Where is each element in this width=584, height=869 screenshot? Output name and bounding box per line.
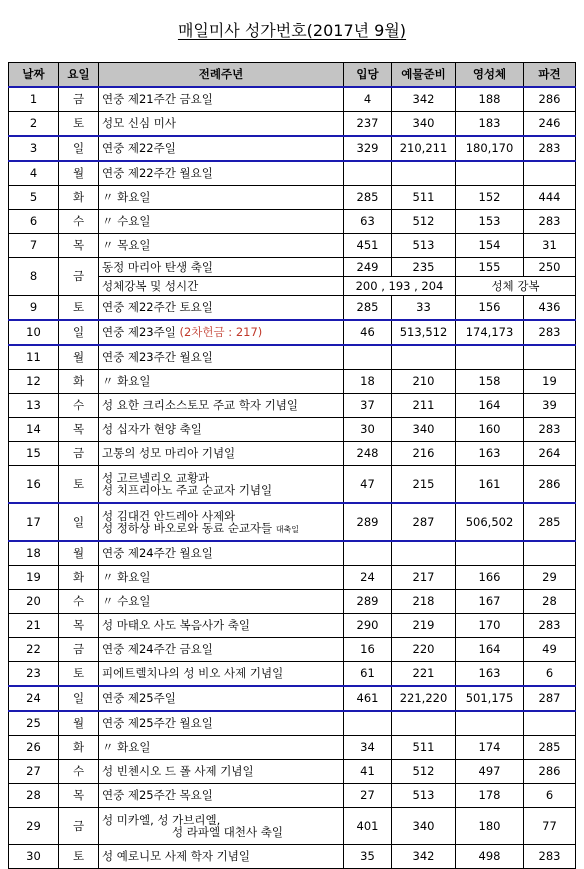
dismissal-cell xyxy=(524,711,576,736)
feast-suffix: 대축일 xyxy=(275,524,299,534)
date-cell: 20 xyxy=(9,590,59,614)
entrance-cell: 24 xyxy=(344,566,392,590)
table-row xyxy=(9,662,576,687)
day-cell: 월 xyxy=(59,345,99,370)
day-cell: 금 xyxy=(59,87,99,112)
header-feast: 전례주년 xyxy=(99,63,344,88)
table-row xyxy=(9,736,576,760)
communion-cell: 166 xyxy=(456,566,524,590)
offertory-cell xyxy=(392,711,456,736)
dismissal-cell: 283 xyxy=(524,320,576,345)
feast-text: 〃 화요일 xyxy=(102,740,151,755)
feast-text: 성 빈첸시오 드 폴 사제 기념일 xyxy=(102,764,254,779)
day-cell: 수 xyxy=(59,590,99,614)
feast-text: 연중 제24주간 금요일 xyxy=(102,642,213,657)
table-row xyxy=(9,686,576,711)
offertory-cell: 340 xyxy=(392,808,456,845)
feast-text: 〃 수요일 xyxy=(102,594,151,609)
table-row xyxy=(9,760,576,784)
date-cell: 11 xyxy=(9,345,59,370)
table-row xyxy=(9,614,576,638)
feast-cell xyxy=(99,210,344,234)
date-cell: 29 xyxy=(9,808,59,845)
feast-text: 고통의 성모 마리아 기념일 xyxy=(102,446,236,461)
entrance-cell xyxy=(344,161,392,186)
feast-cell xyxy=(99,370,344,394)
feast-text: 성모 신심 미사 xyxy=(102,116,176,131)
feast-cell: 동정 마리아 탄생 축일 xyxy=(99,258,344,277)
feast-line xyxy=(102,522,340,534)
communion-cell: 164 xyxy=(456,394,524,418)
entrance-cell: 401 xyxy=(344,808,392,845)
dismissal-cell: 285 xyxy=(524,503,576,541)
table-row xyxy=(9,418,576,442)
day-cell: 토 xyxy=(59,112,99,137)
feast-cell xyxy=(99,466,344,504)
feast-line: 성 김대건 안드레아 사제와 xyxy=(102,508,236,523)
feast-cell xyxy=(99,186,344,210)
date-cell: 26 xyxy=(9,736,59,760)
communion-cell: 153 xyxy=(456,210,524,234)
offertory-cell: 33 xyxy=(392,296,456,321)
entrance-cell: 37 xyxy=(344,394,392,418)
offertory-cell xyxy=(392,541,456,566)
entrance-cell: 451 xyxy=(344,234,392,258)
feast-cell xyxy=(99,345,344,370)
offertory-cell xyxy=(392,345,456,370)
feast-text: 연중 제22주간 월요일 xyxy=(102,166,213,181)
feast-cell xyxy=(99,845,344,869)
date-cell: 15 xyxy=(9,442,59,466)
communion-cell: 178 xyxy=(456,784,524,808)
dismissal-cell: 246 xyxy=(524,112,576,137)
offertory-cell: 216 xyxy=(392,442,456,466)
communion-cell: 158 xyxy=(456,370,524,394)
feast-cell xyxy=(99,760,344,784)
date-cell: 2 xyxy=(9,112,59,137)
entrance-cell: 4 xyxy=(344,87,392,112)
entrance-cell: 248 xyxy=(344,442,392,466)
header-offertory: 예물준비 xyxy=(392,63,456,88)
feast-cell xyxy=(99,87,344,112)
feast-text: 연중 제21주간 금요일 xyxy=(102,92,213,107)
offertory-cell: 512 xyxy=(392,760,456,784)
table-row xyxy=(9,320,576,345)
day-cell: 토 xyxy=(59,662,99,687)
communion-cell: 174 xyxy=(456,736,524,760)
table-row xyxy=(9,87,576,112)
table-row xyxy=(9,442,576,466)
dismissal-cell: 283 xyxy=(524,418,576,442)
table-row xyxy=(9,210,576,234)
feast-cell xyxy=(99,320,344,345)
offertory-cell: 221,220 xyxy=(392,686,456,711)
day-cell: 목 xyxy=(59,234,99,258)
entrance-cell: 290 xyxy=(344,614,392,638)
offertory-cell: 210,211 xyxy=(392,136,456,161)
offertory-cell: 215 xyxy=(392,466,456,504)
feast-cell xyxy=(99,442,344,466)
offertory-cell: 211 xyxy=(392,394,456,418)
day-cell: 목 xyxy=(59,784,99,808)
feast-cell xyxy=(99,296,344,321)
dismissal-cell xyxy=(524,161,576,186)
table-row xyxy=(9,345,576,370)
day-cell: 수 xyxy=(59,394,99,418)
feast-text: 연중 제23주간 월요일 xyxy=(102,350,213,365)
table-row xyxy=(9,566,576,590)
day-cell: 일 xyxy=(59,136,99,161)
communion-cell: 506,502 xyxy=(456,503,524,541)
dismissal-cell: 436 xyxy=(524,296,576,321)
date-cell: 5 xyxy=(9,186,59,210)
dismissal-cell: 39 xyxy=(524,394,576,418)
entrance-cell: 35 xyxy=(344,845,392,869)
day-cell: 일 xyxy=(59,686,99,711)
entrance-cell: 63 xyxy=(344,210,392,234)
dismissal-cell: 6 xyxy=(524,784,576,808)
table-row xyxy=(9,161,576,186)
feast-cell xyxy=(99,541,344,566)
offertory-cell: 210 xyxy=(392,370,456,394)
communion-cell xyxy=(456,161,524,186)
dismissal-cell: 444 xyxy=(524,186,576,210)
feast-cell xyxy=(99,638,344,662)
dismissal-cell: 283 xyxy=(524,136,576,161)
entrance-cell: 34 xyxy=(344,736,392,760)
offertory-cell: 219 xyxy=(392,614,456,638)
table-row xyxy=(9,590,576,614)
feast-text: 연중 제22주간 토요일 xyxy=(102,300,213,315)
entrance-cell: 47 xyxy=(344,466,392,504)
dismissal-cell: 77 xyxy=(524,808,576,845)
entrance-cell: 27 xyxy=(344,784,392,808)
date-cell: 13 xyxy=(9,394,59,418)
table-row xyxy=(9,845,576,869)
communion-cell: 501,175 xyxy=(456,686,524,711)
table-row xyxy=(9,808,576,845)
dismissal-cell: 250 xyxy=(524,258,576,277)
communion-cell: 188 xyxy=(456,87,524,112)
table-header-row xyxy=(9,63,576,88)
dismissal-cell: 264 xyxy=(524,442,576,466)
dismissal-cell: 287 xyxy=(524,686,576,711)
communion-cell: 174,173 xyxy=(456,320,524,345)
dismissal-cell: 49 xyxy=(524,638,576,662)
feast-line xyxy=(102,484,340,496)
table-row xyxy=(9,258,576,277)
offertory-cell xyxy=(392,161,456,186)
feast-line: 성 고르넬리오 교황과 xyxy=(102,470,210,485)
dismissal-cell: 31 xyxy=(524,234,576,258)
dismissal-cell: 6 xyxy=(524,662,576,687)
dismissal-cell: 283 xyxy=(524,614,576,638)
table-row xyxy=(9,503,576,541)
communion-cell: 497 xyxy=(456,760,524,784)
benediction-label-cell: 성체 강복 xyxy=(456,277,576,296)
communion-cell: 161 xyxy=(456,466,524,504)
day-cell: 토 xyxy=(59,466,99,504)
entrance-cell: 237 xyxy=(344,112,392,137)
communion-cell: 180,170 xyxy=(456,136,524,161)
feast-cell xyxy=(99,614,344,638)
dismissal-cell xyxy=(524,541,576,566)
dismissal-cell: 283 xyxy=(524,845,576,869)
feast-extra-cell: 성체강복 및 성시간 xyxy=(99,277,344,296)
date-cell: 4 xyxy=(9,161,59,186)
feast-text: 연중 제22주일 xyxy=(102,141,176,156)
dismissal-cell: 19 xyxy=(524,370,576,394)
day-cell: 화 xyxy=(59,566,99,590)
feast-cell xyxy=(99,566,344,590)
feast-cell xyxy=(99,686,344,711)
day-cell: 일 xyxy=(59,320,99,345)
date-cell: 21 xyxy=(9,614,59,638)
day-cell: 금 xyxy=(59,808,99,845)
day-cell: 토 xyxy=(59,845,99,869)
day-cell: 화 xyxy=(59,370,99,394)
day-cell: 목 xyxy=(59,418,99,442)
date-cell: 24 xyxy=(9,686,59,711)
date-cell: 14 xyxy=(9,418,59,442)
table-row xyxy=(9,466,576,504)
feast-line xyxy=(102,826,340,838)
communion-cell: 183 xyxy=(456,112,524,137)
table-row xyxy=(9,234,576,258)
dismissal-cell: 286 xyxy=(524,466,576,504)
day-cell: 목 xyxy=(59,614,99,638)
feast-cell xyxy=(99,503,344,541)
hymn-table xyxy=(8,62,576,869)
feast-cell xyxy=(99,662,344,687)
day-cell: 금 xyxy=(59,638,99,662)
date-cell: 25 xyxy=(9,711,59,736)
offertory-cell: 513,512 xyxy=(392,320,456,345)
date-cell: 23 xyxy=(9,662,59,687)
offertory-cell: 511 xyxy=(392,186,456,210)
dismissal-cell xyxy=(524,345,576,370)
entrance-cell: 461 xyxy=(344,686,392,711)
offertory-cell: 220 xyxy=(392,638,456,662)
table-row xyxy=(9,394,576,418)
feast-cell xyxy=(99,112,344,137)
feast-cell xyxy=(99,784,344,808)
offertory-cell: 340 xyxy=(392,112,456,137)
entrance-cell: 285 xyxy=(344,296,392,321)
feast-text: 피에트렐치나의 성 비오 사제 기념일 xyxy=(102,666,284,681)
communion-cell: 180 xyxy=(456,808,524,845)
entrance-cell: 30 xyxy=(344,418,392,442)
offertory-cell: 342 xyxy=(392,87,456,112)
day-cell: 월 xyxy=(59,161,99,186)
page-title: 매일미사 성가번호(2017년 9월) xyxy=(177,21,407,40)
entrance-cell: 289 xyxy=(344,590,392,614)
date-cell: 22 xyxy=(9,638,59,662)
day-cell: 수 xyxy=(59,210,99,234)
offertory-cell: 218 xyxy=(392,590,456,614)
offertory-cell: 512 xyxy=(392,210,456,234)
day-cell: 일 xyxy=(59,503,99,541)
feast-line-text: 성 정하상 바오로와 동료 순교자들 xyxy=(102,520,273,535)
date-cell: 9 xyxy=(9,296,59,321)
dismissal-cell: 283 xyxy=(524,210,576,234)
day-cell: 수 xyxy=(59,760,99,784)
communion-cell: 170 xyxy=(456,614,524,638)
table-row xyxy=(9,370,576,394)
header-date: 날짜 xyxy=(9,63,59,88)
offertory-cell: 340 xyxy=(392,418,456,442)
day-cell: 토 xyxy=(59,296,99,321)
feast-cell xyxy=(99,590,344,614)
second-collection-note: (2차헌금 : 217) xyxy=(179,325,263,340)
day-cell: 월 xyxy=(59,541,99,566)
communion-cell: 154 xyxy=(456,234,524,258)
date-cell: 6 xyxy=(9,210,59,234)
table-row xyxy=(9,296,576,321)
offertory-cell: 221 xyxy=(392,662,456,687)
dismissal-cell: 29 xyxy=(524,566,576,590)
entrance-cell xyxy=(344,345,392,370)
date-cell: 7 xyxy=(9,234,59,258)
feast-cell xyxy=(99,418,344,442)
feast-text: 〃 화요일 xyxy=(102,190,151,205)
feast-line: 성 미카엘, 성 가브리엘, xyxy=(102,812,221,827)
communion-cell: 156 xyxy=(456,296,524,321)
day-cell: 금 xyxy=(59,258,99,296)
feast-cell xyxy=(99,808,344,845)
table-row xyxy=(9,112,576,137)
benediction-hymns-cell: 200 , 193 , 204 xyxy=(344,277,456,296)
offertory-cell: 342 xyxy=(392,845,456,869)
communion-cell: 163 xyxy=(456,662,524,687)
communion-cell: 167 xyxy=(456,590,524,614)
offertory-cell: 217 xyxy=(392,566,456,590)
feast-line-text: 성 라파엘 대천사 축일 xyxy=(172,825,283,839)
day-cell: 월 xyxy=(59,711,99,736)
date-cell: 16 xyxy=(9,466,59,504)
header-entrance: 입당 xyxy=(344,63,392,88)
offertory-cell: 235 xyxy=(392,258,456,277)
table-row xyxy=(9,186,576,210)
date-cell: 30 xyxy=(9,845,59,869)
date-cell: 3 xyxy=(9,136,59,161)
entrance-cell xyxy=(344,541,392,566)
dismissal-cell: 286 xyxy=(524,87,576,112)
communion-cell xyxy=(456,711,524,736)
communion-cell: 160 xyxy=(456,418,524,442)
dismissal-cell: 286 xyxy=(524,760,576,784)
feast-text: 〃 목요일 xyxy=(102,238,151,253)
communion-cell: 498 xyxy=(456,845,524,869)
feast-text: 연중 제23주일 xyxy=(102,325,176,340)
feast-text: 〃 수요일 xyxy=(102,214,151,229)
feast-cell xyxy=(99,711,344,736)
date-cell: 18 xyxy=(9,541,59,566)
table-row xyxy=(9,711,576,736)
feast-text: 연중 제24주간 월요일 xyxy=(102,546,213,561)
day-cell: 금 xyxy=(59,442,99,466)
communion-cell xyxy=(456,345,524,370)
offertory-cell: 287 xyxy=(392,503,456,541)
feast-cell xyxy=(99,394,344,418)
entrance-cell: 46 xyxy=(344,320,392,345)
feast-text: 성 마태오 사도 복음사가 축일 xyxy=(102,618,250,633)
offertory-cell: 513 xyxy=(392,234,456,258)
entrance-cell: 41 xyxy=(344,760,392,784)
entrance-cell: 289 xyxy=(344,503,392,541)
feast-text: 성 예로니모 사제 학자 기념일 xyxy=(102,849,250,864)
communion-cell xyxy=(456,541,524,566)
offertory-cell: 513 xyxy=(392,784,456,808)
header-dismissal: 파견 xyxy=(524,63,576,88)
offertory-cell: 511 xyxy=(392,736,456,760)
day-cell: 화 xyxy=(59,186,99,210)
date-cell: 8 xyxy=(9,258,59,296)
feast-line-text: 성 치프리아노 주교 순교자 기념일 xyxy=(102,483,273,497)
header-day: 요일 xyxy=(59,63,99,88)
date-cell: 12 xyxy=(9,370,59,394)
day-cell: 화 xyxy=(59,736,99,760)
date-cell: 27 xyxy=(9,760,59,784)
dismissal-cell: 285 xyxy=(524,736,576,760)
entrance-cell xyxy=(344,711,392,736)
communion-cell: 155 xyxy=(456,258,524,277)
table-row xyxy=(9,638,576,662)
entrance-cell: 18 xyxy=(344,370,392,394)
date-cell: 10 xyxy=(9,320,59,345)
entrance-cell: 61 xyxy=(344,662,392,687)
table-row xyxy=(9,784,576,808)
feast-text: 〃 화요일 xyxy=(102,374,151,389)
entrance-cell: 329 xyxy=(344,136,392,161)
communion-cell: 152 xyxy=(456,186,524,210)
feast-cell xyxy=(99,234,344,258)
entrance-cell: 285 xyxy=(344,186,392,210)
table-row xyxy=(9,541,576,566)
communion-cell: 163 xyxy=(456,442,524,466)
feast-cell xyxy=(99,161,344,186)
table-row xyxy=(9,136,576,161)
dismissal-cell: 28 xyxy=(524,590,576,614)
entrance-cell: 16 xyxy=(344,638,392,662)
entrance-cell: 249 xyxy=(344,258,392,277)
feast-text: 〃 화요일 xyxy=(102,570,151,585)
feast-text: 성 요한 크리소스토모 주교 학자 기념일 xyxy=(102,398,299,413)
feast-cell xyxy=(99,136,344,161)
date-cell: 19 xyxy=(9,566,59,590)
communion-cell: 164 xyxy=(456,638,524,662)
feast-text: 연중 제25주간 월요일 xyxy=(102,716,213,731)
header-communion: 영성체 xyxy=(456,63,524,88)
feast-text: 연중 제25주간 목요일 xyxy=(102,788,213,803)
date-cell: 1 xyxy=(9,87,59,112)
feast-cell xyxy=(99,736,344,760)
feast-text: 성 십자가 현양 축일 xyxy=(102,422,202,437)
date-cell: 17 xyxy=(9,503,59,541)
feast-text: 연중 제25주일 xyxy=(102,691,176,706)
date-cell: 28 xyxy=(9,784,59,808)
